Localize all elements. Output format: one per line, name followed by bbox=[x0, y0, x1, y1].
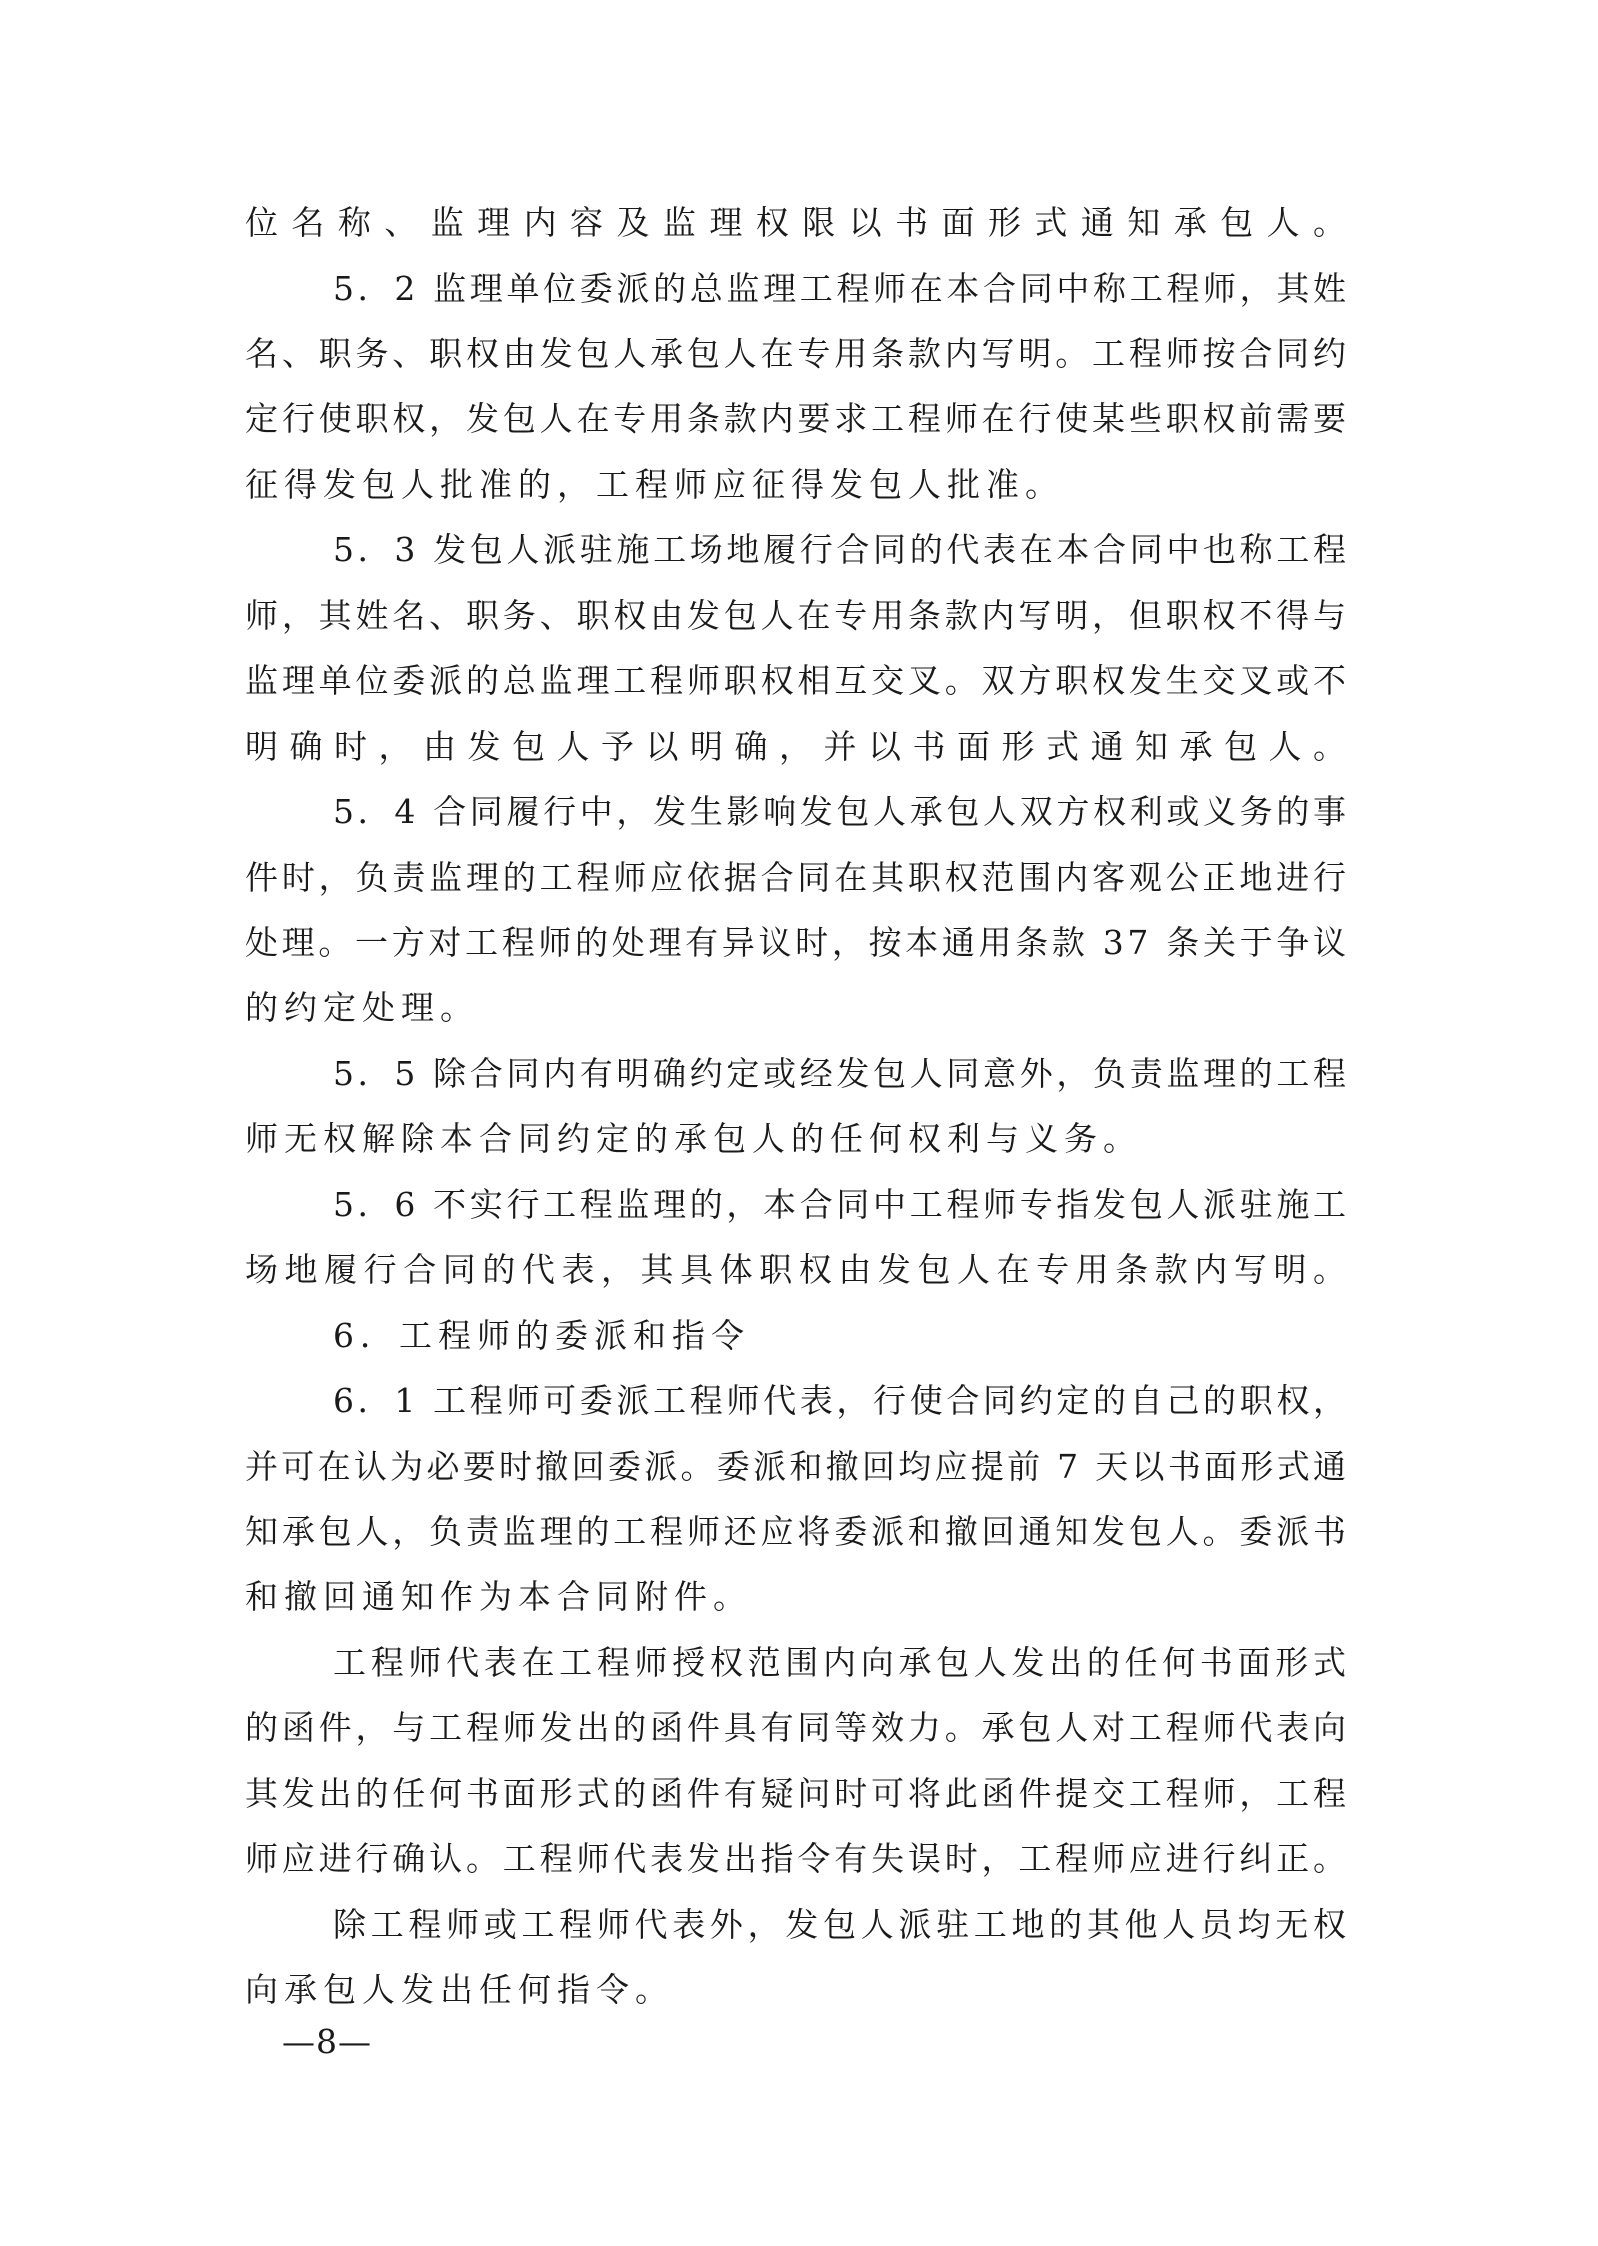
text-line: 师应进行确认。工程师代表发出指令有失误时，工程师应进行纠正。 bbox=[245, 1839, 1350, 1878]
text-line: 5．3 发包人派驻施工场地履行合同的代表在本合同中也称工程 bbox=[333, 530, 1350, 569]
text-line: 件时，负责监理的工程师应依据合同在其职权范围内客观公正地进行 bbox=[245, 858, 1350, 897]
text-line: 5．5 除合同内有明确约定或经发包人同意外，负责监理的工程 bbox=[333, 1054, 1350, 1093]
text-line: 其发出的任何书面形式的函件有疑问时可将此函件提交工程师，工程 bbox=[245, 1774, 1350, 1813]
text-line: 的约定处理。 bbox=[245, 988, 479, 1027]
text-line: 的函件，与工程师发出的函件具有同等效力。承包人对工程师代表向 bbox=[245, 1708, 1350, 1747]
text-line: 师，其姓名、职务、职权由发包人在专用条款内写明，但职权不得与 bbox=[245, 596, 1350, 635]
text-line: 定行使职权，发包人在专用条款内要求工程师在行使某些职权前需要 bbox=[245, 399, 1350, 438]
text-line: 并可在认为必要时撤回委派。委派和撤回均应提前 7 天以书面形式通 bbox=[245, 1447, 1350, 1486]
text-line: 名、职务、职权由发包人承包人在专用条款内写明。工程师按合同约 bbox=[245, 334, 1350, 373]
text-line: 场地履行合同的代表，其具体职权由发包人在专用条款内写明。 bbox=[245, 1250, 1353, 1289]
text-line: 监理单位委派的总监理工程师职权相互交叉。双方职权发生交叉或不 bbox=[245, 661, 1350, 700]
text-line: 和撤回通知作为本合同附件。 bbox=[245, 1577, 752, 1616]
section-heading: 6．工程师的委派和指令 bbox=[333, 1316, 750, 1355]
text-line: 征得发包人批准的，工程师应征得发包人批准。 bbox=[245, 465, 1064, 504]
text-line: 5．4 合同履行中，发生影响发包人承包人双方权利或义务的事 bbox=[333, 792, 1350, 831]
text-line: 明确时，由发包人予以明确，并以书面形式通知承包人。 bbox=[245, 727, 1358, 766]
text-line: 处理。一方对工程师的处理有异议时，按本通用条款 37 条关于争议 bbox=[245, 923, 1350, 962]
text-line: 5．6 不实行工程监理的，本合同中工程师专指发包人派驻施工 bbox=[333, 1185, 1350, 1224]
text-line: 向承包人发出任何指令。 bbox=[245, 1970, 674, 2009]
text-line: 6．1 工程师可委派工程师代表，行使合同约定的自己的职权， bbox=[333, 1381, 1350, 1420]
page-number: —8— bbox=[282, 2022, 372, 2061]
text-line: 工程师代表在工程师授权范围内向承包人发出的任何书面形式 bbox=[333, 1643, 1351, 1682]
text-line: 除工程师或工程师代表外，发包人派驻工地的其他人员均无权 bbox=[333, 1905, 1351, 1944]
text-line: 师无权解除本合同约定的承包人的任何权利与义务。 bbox=[245, 1119, 1142, 1158]
text-line: 位名称、监理内容及监理权限以书面形式通知承包人。 bbox=[245, 203, 1360, 242]
text-line: 知承包人，负责监理的工程师还应将委派和撤回通知发包人。委派书 bbox=[245, 1512, 1350, 1551]
text-line: 5．2 监理单位委派的总监理工程师在本合同中称工程师，其姓 bbox=[333, 269, 1350, 308]
